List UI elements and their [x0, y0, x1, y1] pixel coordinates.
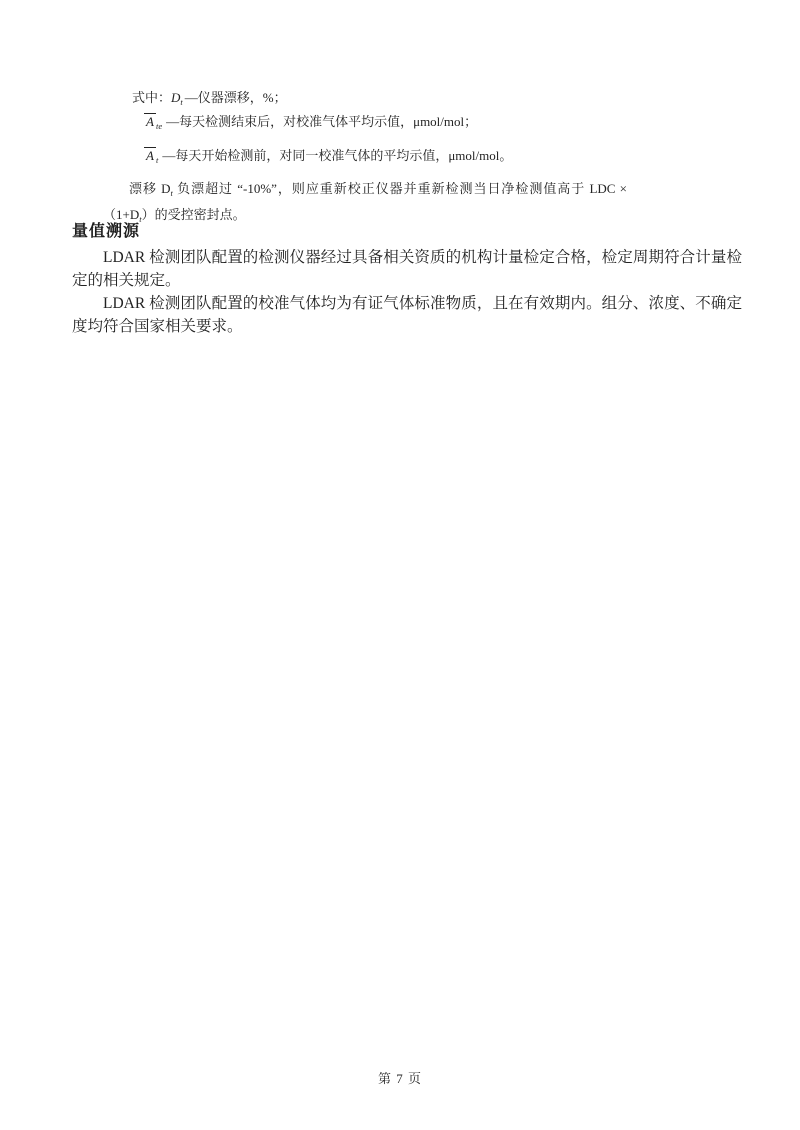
- var-subscript: t: [180, 97, 183, 107]
- var-symbol-A: A: [146, 114, 154, 129]
- var-description: —每天检测结束后，对校准气体平均示值，μmol/mol；: [166, 114, 478, 129]
- formula-note-instrument-drift: [132, 89, 287, 111]
- var-symbol-A: A: [146, 148, 154, 163]
- traceability-paragraph-instruments: LDAR 检测团队配置的检测仪器经过具备相关资质的机构计量检定合格，检定周期符合计量检定的相关规定。: [72, 249, 742, 289]
- var-subscript: te: [155, 121, 163, 131]
- drift-text-1: 漂移 D: [129, 181, 171, 196]
- traceability-section: [72, 222, 742, 338]
- page-footer: [0, 1068, 800, 1087]
- overline-A-end: [144, 113, 156, 129]
- page-number: 第 7 页: [377, 1071, 422, 1086]
- drift-text-2: 负漂超过 “-10%”，则应重新校正仪器并重新检测当日净检测值高于 LDC ×（1+D: [103, 181, 627, 222]
- overline-A-start: [144, 147, 159, 165]
- var-description: —每天开始检测前，对同一校准气体的平均示值，μmol/mol。: [162, 148, 513, 163]
- section-heading: 量值溯源: [72, 223, 141, 240]
- var-description: —仪器漂移，%；: [184, 90, 287, 105]
- var-subscript: t: [170, 188, 173, 198]
- formula-note-avg-start-of-day: [144, 147, 512, 169]
- var-subscript: t: [139, 214, 142, 224]
- formula-note-avg-end-of-day: [144, 113, 477, 135]
- where-label: 式中：: [132, 90, 172, 105]
- var-subscript: t: [155, 155, 159, 165]
- drift-text-3: ）的受控密封点。: [141, 207, 246, 222]
- var-symbol-D: D: [171, 90, 181, 105]
- traceability-paragraph-gases: LDAR 检测团队配置的校准气体均为有证气体标准物质，且在有效期内。组分、浓度、不确定度均符合国家相关要求。: [72, 295, 742, 335]
